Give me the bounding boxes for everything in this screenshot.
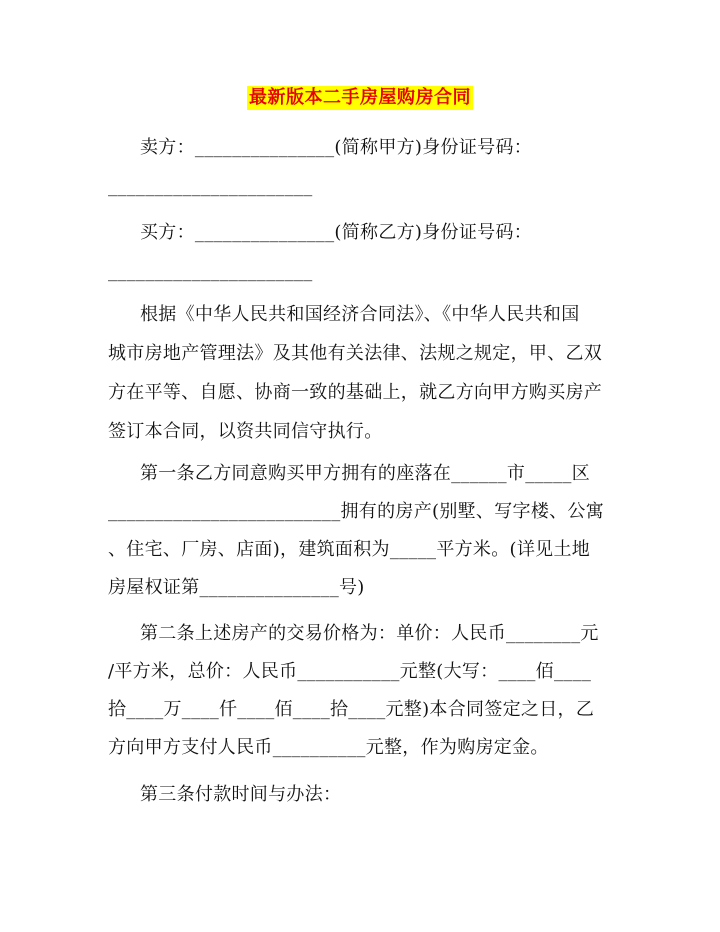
article-3-heading: 第三条付款时间与办法： (140, 784, 342, 805)
seller-line: 卖方：_______________(简称甲方)身份证号码： (140, 137, 533, 158)
document-title: 最新版本二手房屋购房合同 (249, 87, 471, 108)
seller-id-blank: ______________________ (108, 176, 313, 197)
article-2-line-1: 第二条上述房产的交易价格为：单价：人民币________元 (140, 623, 599, 644)
preamble-line-4: 签订本合同，以资共同信守执行。 (108, 421, 383, 442)
article-2-line-4: 方向甲方支付人民币__________元整，作为购房定金。 (108, 737, 549, 758)
preamble-line-1: 根据《中华人民共和国经济合同法》、《中华人民共和国 (140, 304, 580, 325)
buyer-id-blank: ______________________ (108, 261, 313, 282)
article-2-line-3: 拾____万____仟____佰____拾____元整)本合同签定之日，乙 (108, 699, 595, 720)
article-2-line-2: /平方米，总价：人民币___________元整(大写：____佰____ (108, 661, 592, 682)
article-1-line-4: 房屋权证第_______________号) (108, 577, 365, 598)
preamble-line-3: 方在平等、自愿、协商一致的基础上，就乙方向甲方购买房产 (108, 382, 603, 403)
article-1-line-3: 、住宅、厂房、店面)，建筑面积为_____平方米。(详见土地 (108, 539, 591, 560)
article-1-line-1: 第一条乙方同意购买甲方拥有的座落在______市_____区 (140, 463, 590, 484)
article-1-line-2: _________________________拥有的房产(别墅、写字楼、公寓 (108, 501, 605, 522)
title-container (0, 86, 720, 110)
preamble-line-2: 城市房地产管理法》及其他有关法律、法规之规定，甲、乙双 (108, 343, 603, 364)
buyer-line: 买方：_______________(简称乙方)身份证号码： (140, 222, 533, 243)
